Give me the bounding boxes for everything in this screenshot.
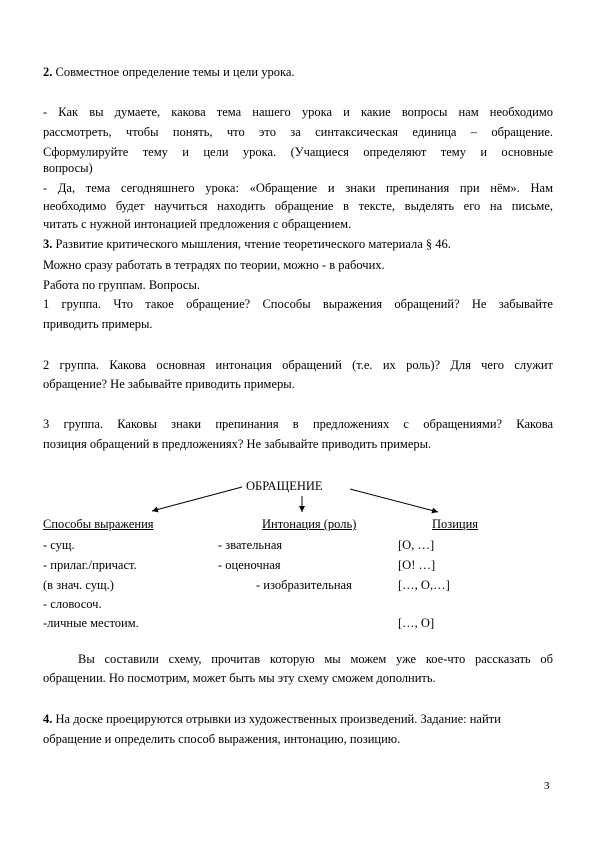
paragraph-line: - Да, тема сегодняшнего урока: «Обращение и знаки препинания при нём». Нам [43, 181, 553, 195]
paragraph-line: вопросы) [43, 161, 93, 175]
section-4-line [43, 711, 501, 727]
scheme-item: […, О] [398, 616, 435, 630]
scheme-item: - словосоч. [43, 597, 102, 611]
section-title: Совместное определение темы и цели урока. [52, 65, 295, 79]
scheme-item: - изобразительная [256, 578, 352, 592]
scheme-col1-header: Способы выражения [43, 517, 154, 531]
section-number: 4. [43, 712, 53, 726]
paragraph-line: Можно сразу работать в тетрадях по теории, можно - в рабочих. [43, 258, 385, 272]
section-title: Развитие критического мышления, чтение теоретического материала § 46. [52, 237, 451, 251]
paragraph-line: Вы составили схему, прочитав которую мы можем уже кое-что рассказать об [78, 652, 553, 666]
scheme-center-label: ОБРАЩЕНИЕ [246, 479, 323, 493]
group-1-question: приводить примеры. [43, 317, 153, 331]
scheme-item: (в знач. сущ.) [43, 578, 114, 592]
scheme-item: - звательная [218, 538, 283, 552]
scheme-item: - оценочная [218, 558, 281, 572]
section-text: На доске проецируются отрывки из художественных произведений. Задание: найти [52, 712, 501, 726]
scheme-item: [О! …] [398, 558, 436, 572]
paragraph-line: - Как вы думаете, какова тема нашего урока и какие вопросы нам необходимо [43, 105, 553, 119]
scheme-item: - прилаг./причаст. [43, 558, 137, 572]
section-number: 3. [43, 237, 53, 251]
scheme-item: [О, …] [398, 538, 435, 552]
group-2-question: 2 группа. Какова основная интонация обращений (т.е. их роль)? Для чего служит [43, 358, 553, 372]
paragraph-line: читать с нужной интонацией предложения с обращением. [43, 217, 352, 231]
scheme-item: -личные местоим. [43, 616, 139, 630]
scheme-col2-header: Интонация (роль) [262, 517, 357, 531]
group-3-question: 3 группа. Каковы знаки препинания в предложениях с обращениями? Какова [43, 417, 553, 431]
group-1-question: 1 группа. Что такое обращение? Способы выражения обращений? Не забывайте [43, 297, 553, 311]
arrow-left [152, 487, 242, 511]
scheme-item: - сущ. [43, 538, 75, 552]
group-3-question: позиция обращений в предложениях? Не забывайте приводить примеры. [43, 437, 432, 451]
paragraph-line: обращение и определить способ выражения, интонацию, позицию. [43, 732, 401, 746]
scheme-col3-header: Позиция [432, 517, 479, 531]
paragraph-line: необходимо будет научиться находить обращение в тексте, выделять его на письме, [43, 199, 553, 213]
arrow-right [350, 489, 438, 512]
paragraph-line: рассмотреть, чтобы понять, что это за синтаксическая единица – обращение. [43, 125, 553, 139]
scheme-item: […, О,…] [398, 578, 450, 592]
paragraph-line: Сформулируйте тему и цели урока. (Учащиеся определяют тему и основные [43, 145, 553, 159]
section-number: 2. [43, 65, 53, 79]
paragraph-line: Работа по группам. Вопросы. [43, 278, 201, 292]
group-2-question: обращение? Не забывайте приводить примеры. [43, 377, 295, 391]
page-number: 3 [544, 780, 550, 792]
paragraph-line: обращении. Но посмотрим, может быть мы эту схему сможем дополнить. [43, 671, 436, 685]
